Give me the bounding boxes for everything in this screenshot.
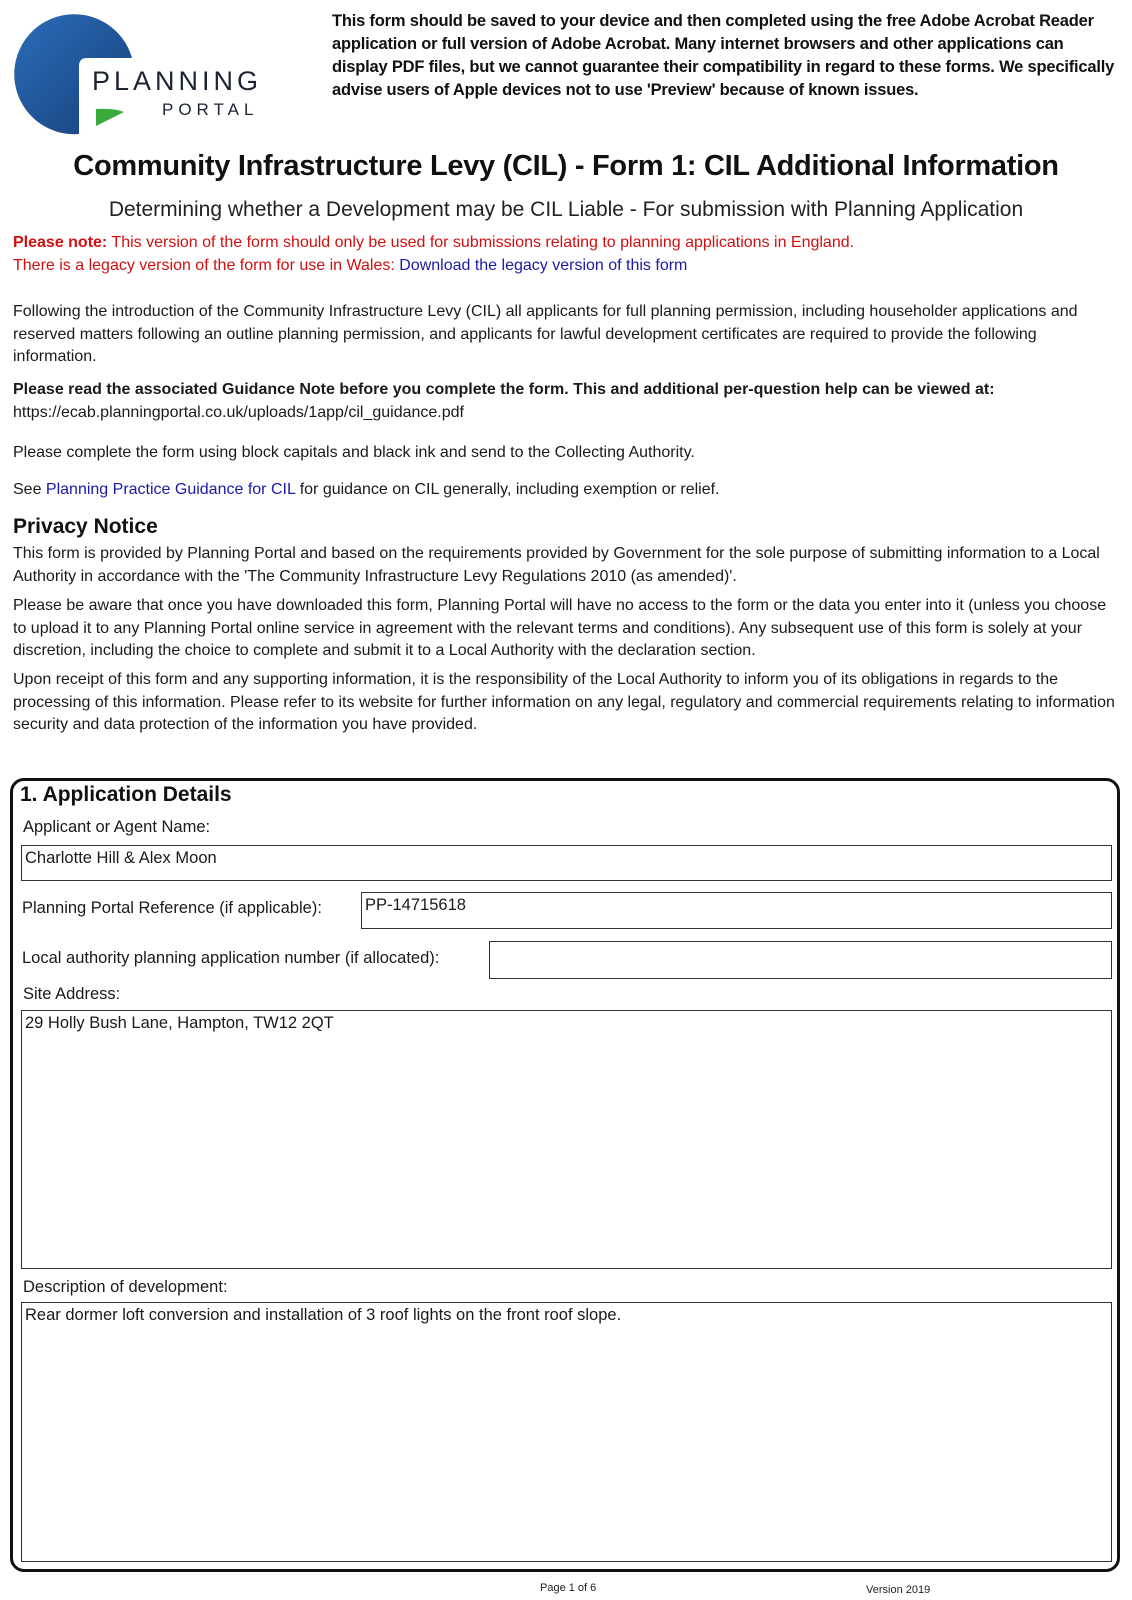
wales-note-text: There is a legacy version of the form for use in Wales:: [13, 257, 400, 274]
page-title: Community Infrastructure Levy (CIL) - Form 1: CIL Additional Information: [73, 150, 1059, 182]
form-version: Version 2019: [866, 1584, 931, 1596]
acrobat-notice: This form should be saved to your device and then completed using the free Adobe Acrobat Reader application or full version of Adobe Acrobat. Many internet browsers and other applications can display PDF files, but we cannot guarantee their compatibility in regard to these forms. We specifically advise users of Apple devices not to use 'Preview' because of known issues.: [332, 12, 1115, 99]
see-suffix: for guidance on CIL generally, including exemption or relief.: [295, 481, 720, 498]
site-address-field[interactable]: 29 Holly Bush Lane, Hampton, TW12 2QT: [21, 1010, 1112, 1269]
site-address-label: Site Address:: [23, 985, 121, 1003]
please-note-text: This version of the form should only be used for submissions relating to planning applications in England.: [107, 234, 855, 251]
la-application-number-label: Local authority planning application number (if allocated):: [22, 949, 440, 967]
planning-portal-logo: [14, 14, 276, 136]
guidance-link[interactable]: https://ecab.planningportal.co.uk/uploads/1app/cil_guidance.pdf: [13, 404, 464, 421]
pp-reference-label: Planning Portal Reference (if applicable):: [22, 899, 322, 917]
wales-note: [13, 257, 687, 275]
page-number: Page 1 of 6: [540, 1582, 597, 1594]
see-guidance-line: [13, 479, 1123, 502]
please-note-label: Please note:: [13, 234, 108, 251]
logo-text-portal: PORTAL: [162, 100, 259, 119]
england-note: [13, 234, 854, 252]
description-label: Description of development:: [23, 1278, 228, 1296]
block-capitals-instruction: Please complete the form using block capitals and black ink and send to the Collecting Authority.: [13, 444, 695, 461]
privacy-paragraph-2: Please be aware that once you have downloaded this form, Planning Portal will have no access to the form or the data you enter into it (unless you choose to upload it to any Planning Portal online service in agreement with the relevant terms and conditions). Any subsequent use of this form is solely at your discretion, including the choice to complete and submit it to a Local Authority with the declaration section.: [13, 597, 1107, 659]
page-subtitle: Determining whether a Development may be CIL Liable - For submission with Planning Application: [108, 198, 1024, 221]
privacy-heading: Privacy Notice: [13, 515, 158, 538]
intro-paragraph: Following the introduction of the Community Infrastructure Levy (CIL) all applicants for full planning permission, including householder applications and reserved matters following an outline planning permission, and applicants for lawful development certificates are required to provide the following information.: [13, 303, 1078, 365]
applicant-name-label: Applicant or Agent Name:: [23, 818, 211, 836]
guidance-note-text: Please read the associated Guidance Note before you complete the form. This and additional per-question help can be viewed at:: [13, 381, 995, 398]
download-legacy-link[interactable]: Download the legacy version of this form: [399, 257, 688, 274]
description-field[interactable]: Rear dormer loft conversion and installation of 3 roof lights on the front roof slope.: [21, 1302, 1112, 1562]
applicant-name-field[interactable]: Charlotte Hill & Alex Moon: [21, 845, 1112, 881]
pp-reference-field[interactable]: PP-14715618: [361, 892, 1112, 929]
logo-text-planning: PLANNING: [92, 66, 263, 96]
planning-practice-guidance-link[interactable]: Planning Practice Guidance for CIL: [45, 481, 296, 498]
section-title: 1. Application Details: [20, 783, 232, 806]
la-application-number-field[interactable]: [489, 941, 1112, 979]
see-prefix: See: [13, 481, 46, 498]
privacy-paragraph-1: This form is provided by Planning Portal and based on the requirements provided by Government for the sole purpose of submitting information to a Local Authority in accordance with the 'The Community Infrastructure Levy Regulations 2010 (as amended)'.: [13, 545, 1100, 585]
privacy-paragraph-3: Upon receipt of this form and any supporting information, it is the responsibility of the Local Authority to inform you of its obligations in regards to the processing of this information. Please refer to its website for further information on any legal, regulatory and commercial requirements relating to information security and data protection of the information you have provided.: [13, 671, 1115, 733]
